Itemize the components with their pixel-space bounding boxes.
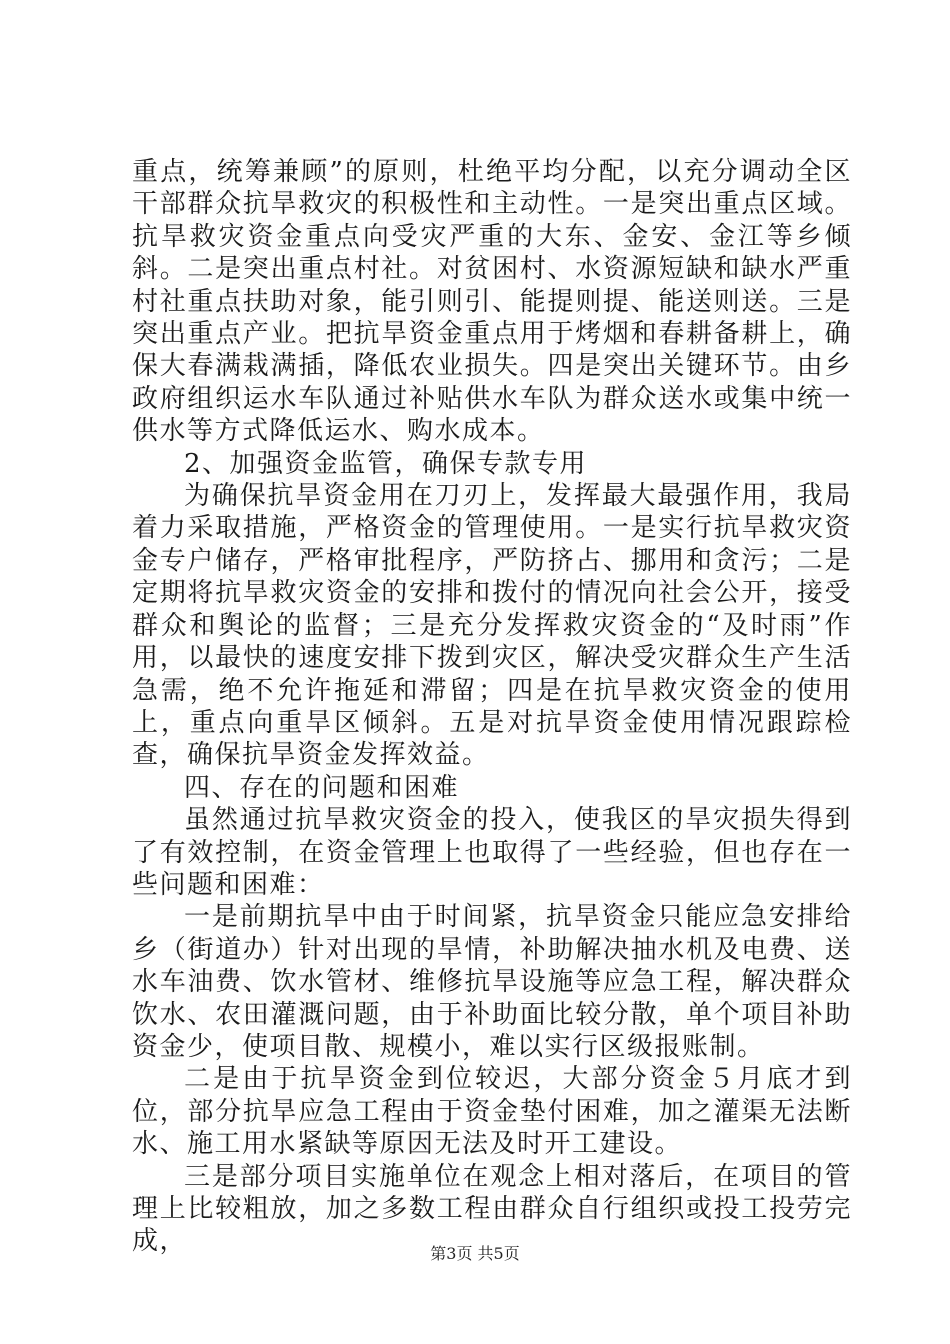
document-body xyxy=(132,156,852,1258)
paragraph-continued: 重点，统筹兼顾”的原则，杜绝平均分配，以充分调动全区干部群众抗旱救灾的积极性和主动性。一是突出重点区域。抗旱救灾资金重点向受灾严重的大东、金安、金江等乡倾斜。二是突出重点村社。对贫困村、水资源短缺和缺水严重村社重点扶助对象，能引则引、能提则提、能送则送。三是突出重点产业。把抗旱资金重点用于烤烟和春耕备耕上，确保大春满栽满插，降低农业损失。四是突出关键环节。由乡政府组织运水车队通过补贴供水车队为群众送水或集中统一供水等方式降低运水、购水成本。 xyxy=(132,157,852,447)
paragraph-problem-2: 二是由于抗旱资金到位较迟，大部分资金５月底才到位，部分抗旱应急工程由于资金垫付困难，加之灌渠无法断水、施工用水紧缺等原因无法及时开工建设。 xyxy=(132,1064,852,1160)
paragraph-fund-supervision: 为确保抗旱资金用在刀刃上，发挥最大最强作用，我局着力采取措施，严格资金的管理使用。一是实行抗旱救灾资金专户储存，严格审批程序，严防挤占、挪用和贪污；二是定期将抗旱救灾资金的安排和拨付的情况向社会公开，接受群众和舆论的监督；三是充分发挥救灾资金的“及时雨”作用，以最快的速度安排下拨到灾区，解决受灾群众生产生活急需，绝不允许拖延和滞留；四是在抗旱救灾资金的使用上，重点向重旱区倾斜。五是对抗旱资金使用情况跟踪检查，确保抗旱资金发挥效益。 xyxy=(132,481,852,771)
paragraph-problem-1: 一是前期抗旱中由于时间紧，抗旱资金只能应急安排给乡（街道办）针对出现的旱情，补助解决抽水机及电费、送水车油费、饮水管材、维修抗旱设施等应急工程，解决群众饮水、农田灌溉问题，由于补助面比较分散，单个项目补助资金少，使项目散、规模小，难以实行区级报账制。 xyxy=(132,902,852,1062)
section-heading-fund-supervision: 2、加强资金监管，确保专款专用 xyxy=(184,448,588,479)
paragraph-problems-intro: 虽然通过抗旱救灾资金的投入，使我区的旱灾损失得到了有效控制，在资金管理上也取得了一些经验，但也存在一些问题和困难： xyxy=(132,805,852,900)
section-heading-problems: 四、存在的问题和困难 xyxy=(184,772,460,803)
page-number-footer: 第3页 共5页 xyxy=(430,1244,520,1263)
paragraph-problem-3: 三是部分项目实施单位在观念上相对落后，在项目的管理上比较粗放，加之多数工程由群众自行组织或投工投劳完成， xyxy=(132,1161,852,1257)
